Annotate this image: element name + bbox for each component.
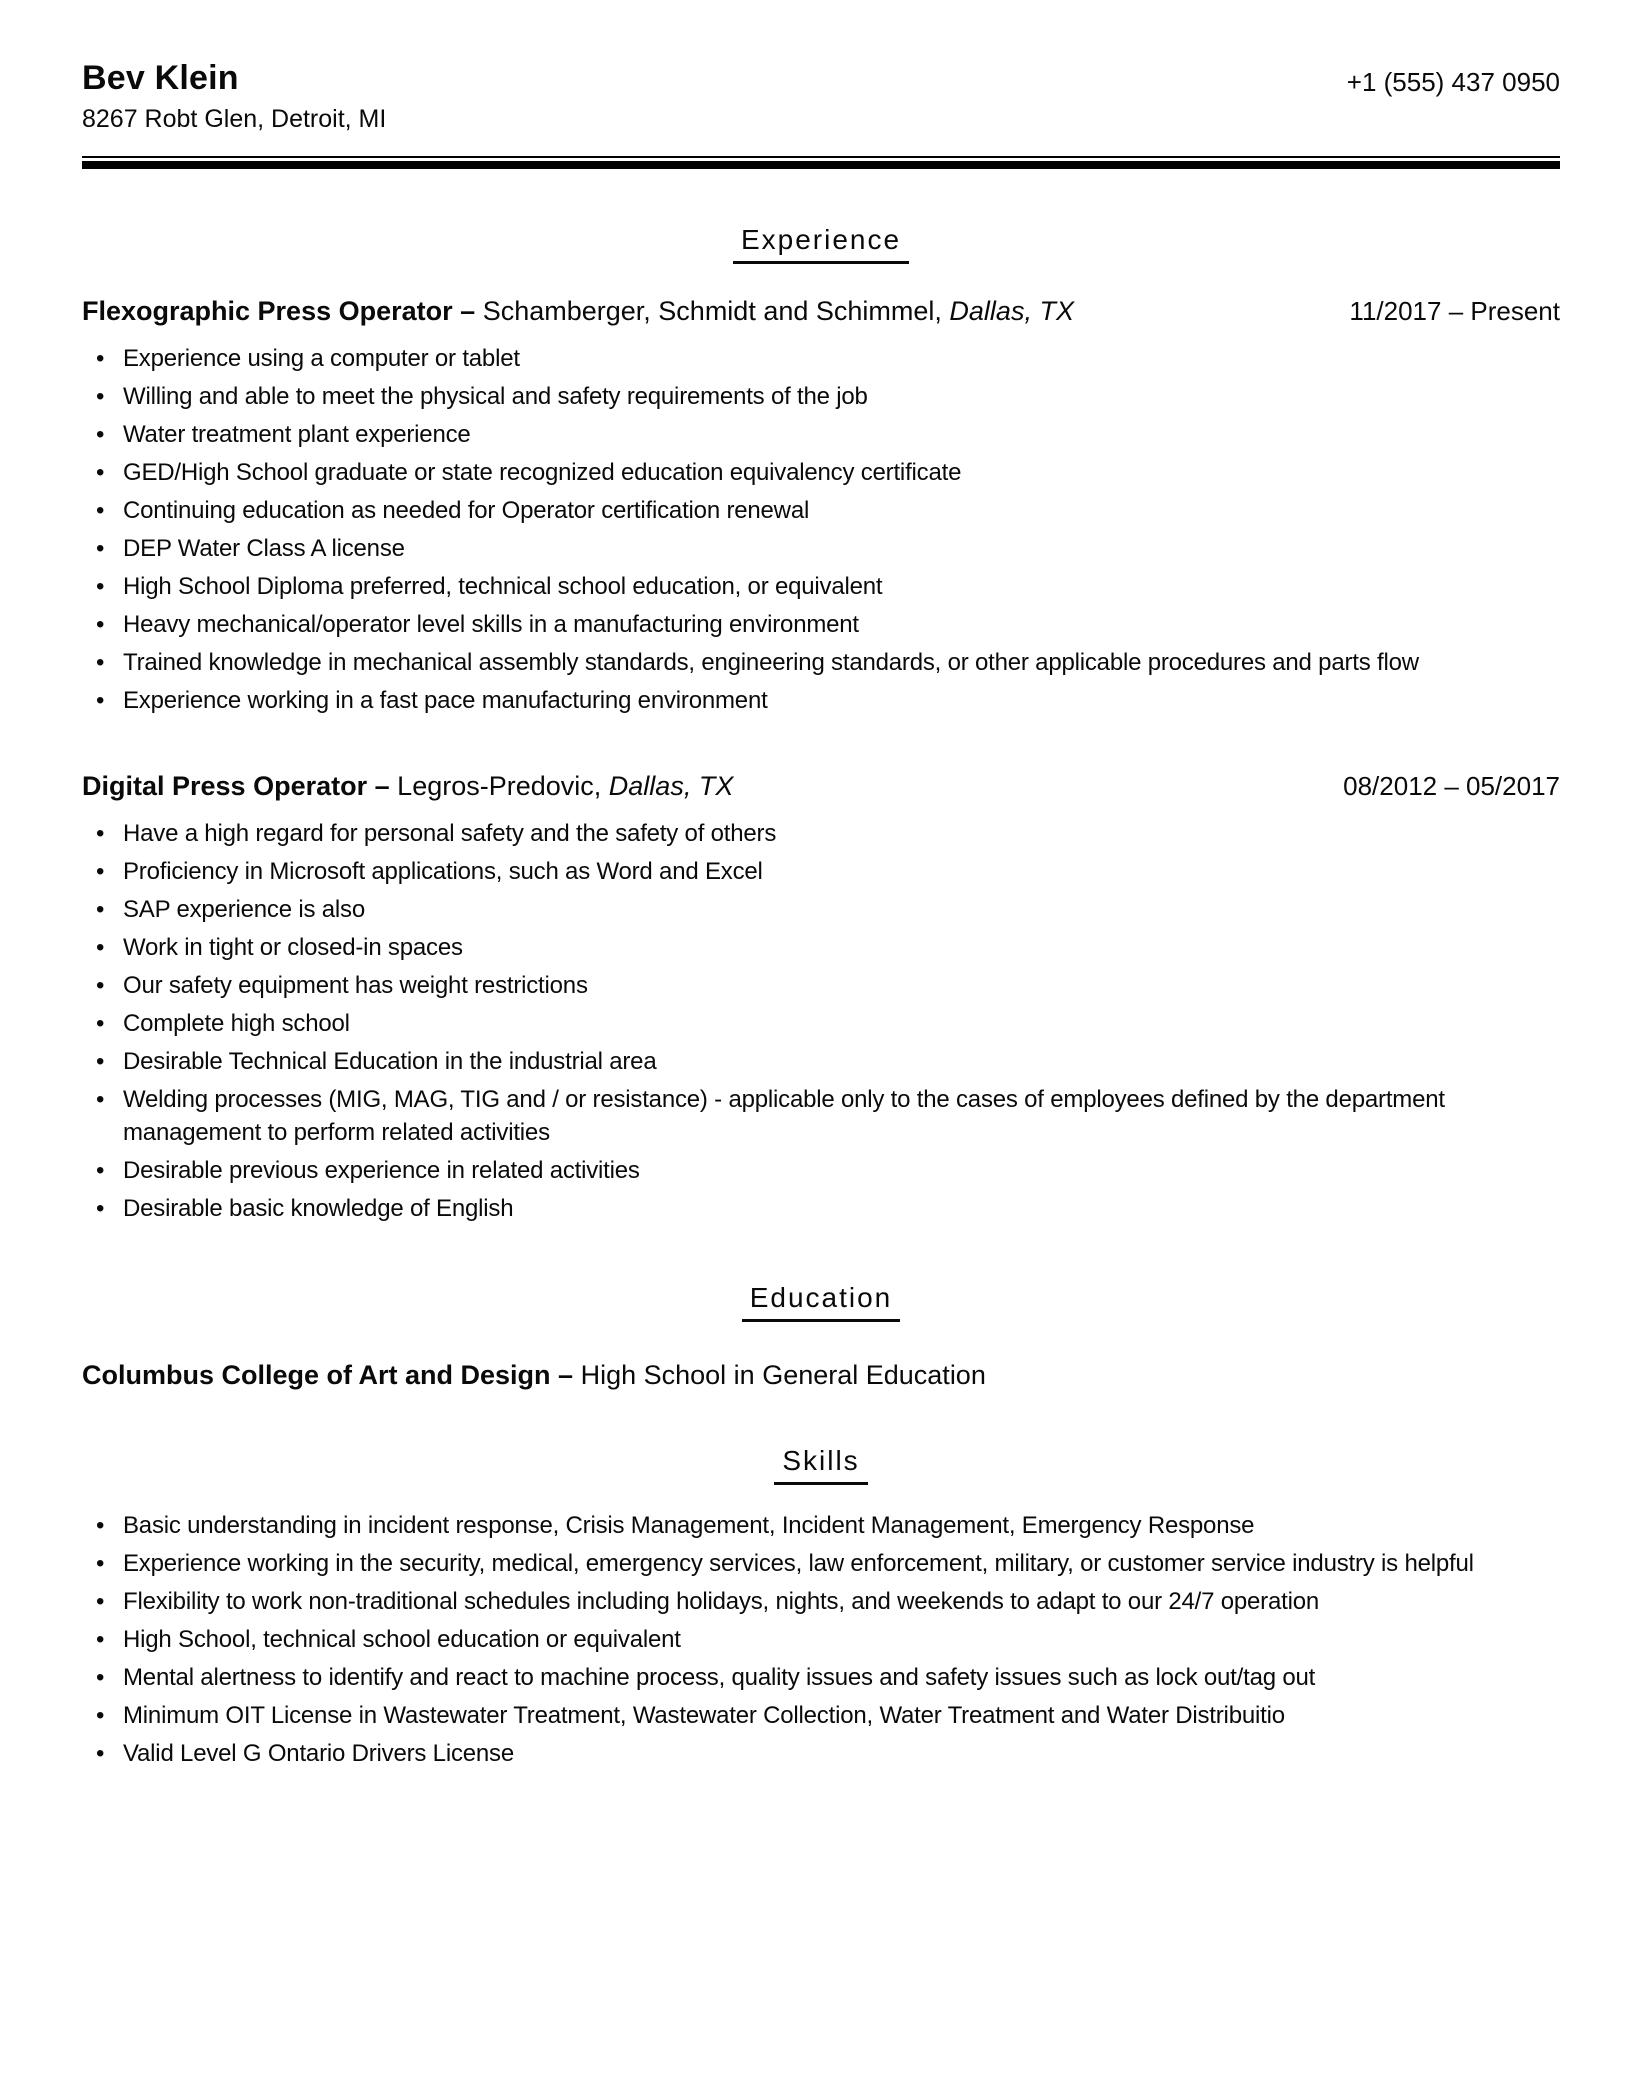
divider-thick-line [82, 161, 1560, 169]
degree: High School in General Education [580, 1360, 986, 1390]
divider-thin-line [82, 156, 1560, 158]
job-title [82, 294, 1104, 328]
phone-number: +1 (555) 437 0950 [1346, 67, 1560, 97]
bullet-item: • Experience using a computer or tablet [82, 342, 1560, 375]
job-company: Schamberger, Schmidt and Schimmel, [482, 296, 942, 326]
header-divider [82, 156, 1560, 169]
bullet-item: • Have a high regard for personal safety and the safety of others [82, 817, 1560, 850]
person-name: Bev Klein [82, 59, 239, 97]
bullet-item: • Desirable previous experience in related activities [82, 1154, 1560, 1187]
bullet-item: • Flexibility to work non-traditional schedules including holidays, nights, and weekends to adapt to our 24/7 operation [82, 1585, 1560, 1618]
job-company: Legros-Predovic, [397, 771, 602, 801]
job-header [82, 769, 1560, 803]
job-role: Flexographic Press Operator [82, 296, 453, 326]
job-title [82, 769, 763, 803]
bullet-item: • Desirable basic knowledge of English [82, 1192, 1560, 1225]
job-dash: – [374, 771, 390, 801]
job-header [82, 294, 1560, 328]
job-role: Digital Press Operator [82, 771, 368, 801]
header-identity [82, 58, 386, 134]
bullet-item: • High School Diploma preferred, technical school education, or equivalent [82, 570, 1560, 603]
bullet-item: • Heavy mechanical/operator level skills in a manufacturing environment [82, 608, 1560, 641]
job-dates: 11/2017 – Present [1349, 296, 1560, 326]
bullet-item: • Willing and able to meet the physical and safety requirements of the job [82, 380, 1560, 413]
bullet-item: • Valid Level G Ontario Drivers License [82, 1737, 1560, 1770]
bullet-item: • Proficiency in Microsoft applications, such as Word and Excel [82, 855, 1560, 888]
job-dates: 08/2012 – 05/2017 [1343, 771, 1560, 801]
address: 8267 Robt Glen, Detroit, MI [82, 105, 387, 133]
skills-heading-label: Skills [774, 1444, 867, 1485]
education-line [82, 1358, 1560, 1392]
bullet-item: • Minimum OIT License in Wastewater Treatment, Wastewater Collection, Water Treatment and Water Distribuitio [82, 1699, 1560, 1732]
bullet-item: • Mental alertness to identify and react to machine process, quality issues and safety issues such as lock out/tag out [82, 1661, 1560, 1694]
bullet-item: • High School, technical school education or equivalent [82, 1623, 1560, 1656]
job-bullet-list [82, 817, 1560, 1225]
bullet-item: • Our safety equipment has weight restrictions [82, 969, 1560, 1002]
resume-header [82, 58, 1560, 134]
bullet-item: • Continuing education as needed for Operator certification renewal [82, 494, 1560, 527]
bullet-item: • DEP Water Class A license [82, 532, 1560, 565]
bullet-item: • Experience working in a fast pace manufacturing environment [82, 684, 1560, 717]
section-heading-experience [82, 223, 1560, 264]
school-name: Columbus College of Art and Design [82, 1360, 551, 1390]
section-heading-skills [82, 1444, 1560, 1485]
bullet-item: • GED/High School graduate or state recognized education equivalency certificate [82, 456, 1560, 489]
education-heading-label: Education [742, 1281, 901, 1322]
bullet-item: • Experience working in the security, medical, emergency services, law enforcement, military, or customer service industry is helpful [82, 1547, 1560, 1580]
experience-heading-label: Experience [733, 223, 909, 264]
bullet-item: • Water treatment plant experience [82, 418, 1560, 451]
bullet-item: • Complete high school [82, 1007, 1560, 1040]
section-heading-education [82, 1281, 1560, 1322]
bullet-item: • Welding processes (MIG, MAG, TIG and / or resistance) - applicable only to the cases of employees defined by the department management to perform related activities [82, 1083, 1560, 1149]
job-entry-2 [82, 769, 1560, 1225]
education-dash: – [558, 1360, 574, 1390]
job-dash: – [460, 296, 476, 326]
bullet-item: • SAP experience is also [82, 893, 1560, 926]
job-location: Dallas, TX [608, 771, 734, 801]
bullet-item: • Basic understanding in incident response, Crisis Management, Incident Management, Emergency Response [82, 1509, 1560, 1542]
skills-bullet-list [82, 1509, 1560, 1770]
bullet-item: • Desirable Technical Education in the industrial area [82, 1045, 1560, 1078]
job-entry-1 [82, 294, 1560, 717]
job-location: Dallas, TX [949, 296, 1074, 326]
bullet-item: • Work in tight or closed-in spaces [82, 931, 1560, 964]
bullet-item: • Trained knowledge in mechanical assembly standards, engineering standards, or other applicable procedures and parts flow [82, 646, 1560, 679]
job-bullet-list [82, 342, 1560, 717]
